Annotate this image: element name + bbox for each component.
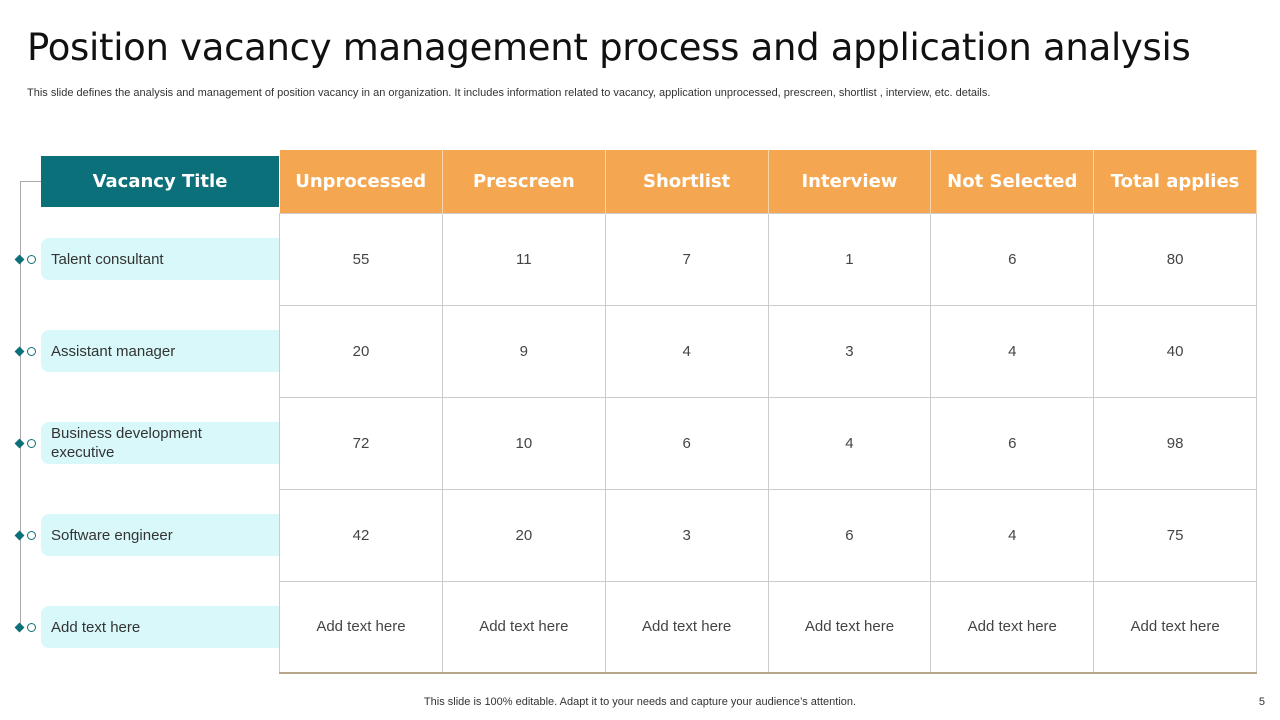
table-cell: 42 [280, 489, 443, 581]
vacancy-title-header: Vacancy Title [41, 156, 279, 207]
table-cell: 98 [1094, 397, 1257, 489]
table-cell: 4 [605, 305, 768, 397]
connector-line [20, 181, 21, 627]
table-cell: 72 [280, 397, 443, 489]
column-header: Not Selected [931, 150, 1094, 213]
table-cell: 3 [768, 305, 931, 397]
vacancy-title [41, 422, 279, 464]
vacancy-title-label: Business development executive [51, 425, 202, 461]
table-cell: 3 [605, 489, 768, 581]
table-cell: 6 [931, 397, 1094, 489]
page-number: 5 [1258, 696, 1265, 708]
slide-subtitle: This slide defines the analysis and management of position vacancy in an organization. It includes information related to vacancy, application unprocessed, prescreen, shortlist , interview, etc. details. [27, 87, 991, 99]
table-cell: 40 [1094, 305, 1257, 397]
table-row [280, 397, 1257, 489]
column-header: Shortlist [605, 150, 768, 213]
table-cell: 75 [1094, 489, 1257, 581]
table-cell: 55 [280, 213, 443, 305]
table-row [280, 489, 1257, 581]
table-cell: 4 [768, 397, 931, 489]
table-cell: 6 [605, 397, 768, 489]
table-cell: Add text here [1094, 581, 1257, 673]
table-cell: 4 [931, 489, 1094, 581]
diamond-bullet-icon [15, 255, 25, 265]
table-cell: 6 [768, 489, 931, 581]
table-cell: 6 [931, 213, 1094, 305]
circle-bullet-icon [27, 439, 36, 448]
diamond-bullet-icon [15, 623, 25, 633]
table-cell: 20 [442, 489, 605, 581]
circle-bullet-icon [27, 623, 36, 632]
circle-bullet-icon [27, 255, 36, 264]
table-cell: 7 [605, 213, 768, 305]
table-cell: Add text here [931, 581, 1094, 673]
vacancy-title-label: Add text here [51, 618, 141, 636]
table-cell: Add text here [605, 581, 768, 673]
circle-bullet-icon [27, 531, 36, 540]
connector-line [20, 181, 41, 182]
vacancy-table [279, 150, 1257, 674]
table-cell: 9 [442, 305, 605, 397]
table-cell: 11 [442, 213, 605, 305]
diamond-bullet-icon [15, 531, 25, 541]
column-header: Total applies [1094, 150, 1257, 213]
diamond-bullet-icon [15, 439, 25, 449]
table-cell: Add text here [442, 581, 605, 673]
footer-note: This slide is 100% editable. Adapt it to your needs and capture your audience’s attention. [423, 696, 857, 708]
table-row [280, 305, 1257, 397]
vacancy-title-label: Software engineer [51, 526, 173, 544]
table-cell: 20 [280, 305, 443, 397]
table-cell: 80 [1094, 213, 1257, 305]
vacancy-title [41, 606, 279, 648]
table-cell: 4 [931, 305, 1094, 397]
circle-bullet-icon [27, 347, 36, 356]
vacancy-title [41, 514, 279, 556]
vacancy-title [41, 238, 279, 280]
vacancy-title [41, 330, 279, 372]
table-cell: Add text here [280, 581, 443, 673]
column-header: Unprocessed [280, 150, 443, 213]
table-cell: 10 [442, 397, 605, 489]
column-header: Interview [768, 150, 931, 213]
table-row [280, 213, 1257, 305]
slide-title: Position vacancy management process and application analysis [27, 26, 1191, 69]
vacancy-title-label: Talent consultant [51, 250, 164, 268]
table-cell: Add text here [768, 581, 931, 673]
vacancy-title-label: Assistant manager [51, 342, 176, 360]
column-header: Prescreen [442, 150, 605, 213]
table-cell: 1 [768, 213, 931, 305]
table-row [280, 581, 1257, 673]
diamond-bullet-icon [15, 347, 25, 357]
